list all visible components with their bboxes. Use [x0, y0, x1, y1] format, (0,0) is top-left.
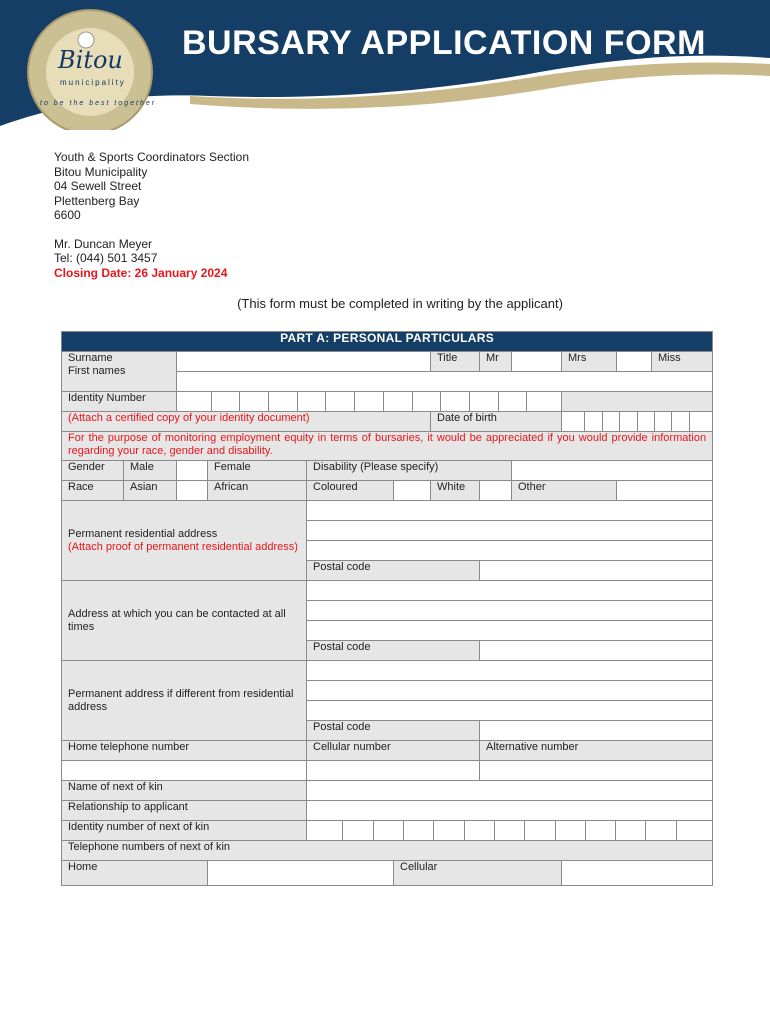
contact-tel: Tel: (044) 501 3457	[54, 251, 158, 265]
logo-subtitle: municipality	[60, 78, 126, 87]
home-tel-field[interactable]	[62, 761, 307, 781]
kin-id-label: Identity number of next of kin	[62, 821, 307, 841]
perm-address-note: (Attach proof of permanent residential address)	[68, 540, 298, 553]
address-line: Plettenberg Bay	[54, 193, 140, 208]
address-block	[54, 150, 249, 280]
male-checkbox[interactable]	[177, 461, 208, 481]
mr-label: Mr	[480, 352, 512, 372]
asian-checkbox[interactable]	[177, 481, 208, 501]
alt-address-line-3[interactable]	[307, 701, 713, 721]
section-header: PART A: PERSONAL PARTICULARS	[62, 332, 713, 352]
alt-address-label-cell	[62, 661, 307, 741]
first-names-label: First names	[68, 365, 126, 377]
alt-number-label: Alternative number	[480, 741, 713, 761]
form-note: (This form must be completed in writing by the applicant)	[237, 296, 563, 311]
mr-checkbox[interactable]	[512, 352, 562, 372]
alt-address-line-2[interactable]	[307, 681, 713, 701]
alt-number-field[interactable]	[480, 761, 713, 781]
female-label: Female	[208, 461, 307, 481]
kin-home-field[interactable]	[208, 861, 394, 886]
postal-code-label: Postal code	[307, 641, 480, 661]
address-line: 04 Sewell Street	[54, 179, 142, 193]
contact-address-line-1[interactable]	[307, 581, 713, 601]
perm-address-line-1[interactable]	[307, 501, 713, 521]
home-tel-label: Home telephone number	[62, 741, 307, 761]
contact-address-line-2[interactable]	[307, 601, 713, 621]
perm-address-label-cell	[62, 501, 307, 581]
coloured-checkbox[interactable]	[394, 481, 431, 501]
postal-code-label: Postal code	[307, 561, 480, 581]
kin-cellular-field[interactable]	[562, 861, 713, 886]
logo: Bitou	[58, 46, 123, 74]
date-of-birth-field[interactable]	[562, 412, 713, 432]
next-of-kin-field[interactable]	[307, 781, 713, 801]
alt-postal-code-field[interactable]	[480, 721, 713, 741]
race-label: Race	[62, 481, 124, 501]
contact-address-label: Address at which you can be contacted at all times	[68, 607, 286, 633]
identity-number-field[interactable]	[177, 392, 562, 412]
disability-label: Disability (Please specify)	[307, 461, 512, 481]
perm-address-label: Permanent residential address	[68, 527, 218, 540]
contact-address-line-3[interactable]	[307, 621, 713, 641]
white-label: White	[431, 481, 480, 501]
contact-postal-code-field[interactable]	[480, 641, 713, 661]
next-of-kin-label: Name of next of kin	[62, 781, 307, 801]
first-names-field[interactable]	[177, 372, 713, 392]
logo-motto: to be the best together	[40, 100, 157, 107]
cellular-number-label: Cellular number	[307, 741, 480, 761]
kin-cellular-label: Cellular	[394, 861, 562, 886]
kin-home-label: Home	[62, 861, 208, 886]
african-label: African	[208, 481, 307, 501]
relationship-label: Relationship to applicant	[62, 801, 307, 821]
gender-label: Gender	[62, 461, 124, 481]
mrs-checkbox[interactable]	[617, 352, 652, 372]
mrs-label: Mrs	[562, 352, 617, 372]
address-line: 6600	[54, 208, 81, 222]
male-label: Male	[124, 461, 177, 481]
white-checkbox[interactable]	[480, 481, 512, 501]
disability-field[interactable]	[512, 461, 713, 481]
perm-address-line-3[interactable]	[307, 541, 713, 561]
alt-address-line-1[interactable]	[307, 661, 713, 681]
date-of-birth-label: Date of birth	[431, 412, 562, 432]
surname-label: Surname	[68, 352, 113, 364]
closing-date: Closing Date: 26 January 2024	[54, 265, 228, 280]
name-labels	[62, 352, 177, 392]
title-label: Title	[431, 352, 480, 372]
coloured-label: Coloured	[307, 481, 394, 501]
contact-address-label-cell	[62, 581, 307, 661]
form-title: BURSARY APPLICATION FORM	[182, 24, 706, 62]
cellular-number-field[interactable]	[307, 761, 480, 781]
asian-label: Asian	[124, 481, 177, 501]
other-field[interactable]	[617, 481, 713, 501]
relationship-field[interactable]	[307, 801, 713, 821]
perm-postal-code-field[interactable]	[480, 561, 713, 581]
contact-name: Mr. Duncan Meyer	[54, 236, 153, 251]
postal-code-label: Postal code	[307, 721, 480, 741]
surname-field[interactable]	[177, 352, 431, 372]
address-line: Bitou Municipality	[54, 164, 148, 179]
other-label: Other	[512, 481, 617, 501]
kin-id-field[interactable]	[307, 821, 713, 841]
perm-address-line-2[interactable]	[307, 521, 713, 541]
identity-number-label: Identity Number	[62, 392, 177, 412]
miss-label: Miss	[652, 352, 713, 372]
attach-id-note: (Attach a certified copy of your identity document)	[62, 412, 431, 432]
kin-tel-label: Telephone numbers of next of kin	[62, 841, 713, 861]
address-line: Youth & Sports Coordinators Section	[54, 150, 250, 164]
equity-note: For the purpose of monitoring employment equity in terms of bursaries, it would be appreciated if you would provide information regarding your race, gender and disability.	[62, 432, 713, 461]
personal-particulars-table	[61, 331, 713, 886]
alt-address-label: Permanent address if different from residential address	[68, 687, 294, 713]
